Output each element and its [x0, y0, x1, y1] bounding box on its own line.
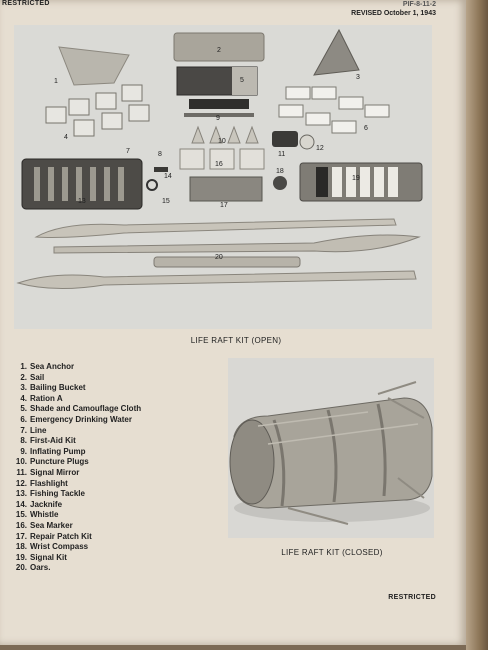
- legend-item: 19. Signal Kit: [15, 552, 67, 562]
- photo-label-1: 1: [54, 78, 58, 85]
- legend-item: 3. Bailing Bucket: [20, 383, 86, 393]
- header-classification: RESTRICTED: [2, 0, 50, 7]
- footer-classification: RESTRICTED: [388, 594, 436, 601]
- photo-open-illustration: [14, 25, 432, 329]
- photo-label-19: 19: [352, 175, 360, 182]
- photo-label-10: 10: [218, 138, 226, 145]
- photo-label-16: 16: [215, 161, 223, 168]
- photo-closed-illustration: [228, 358, 434, 538]
- legend-item: 8. First-Aid Kit: [20, 436, 76, 446]
- photo-label-13: 13: [78, 198, 86, 205]
- photo-label-4: 4: [64, 134, 68, 141]
- legend-item: 10. Puncture Plugs: [15, 457, 89, 467]
- legend-item: 2. Sail: [20, 372, 45, 382]
- photo-label-18: 18: [276, 168, 284, 175]
- legend-item: 20. Oars.: [15, 563, 51, 573]
- legend-item: 9. Inflating Pump: [20, 446, 86, 456]
- photo-label-6: 6: [364, 125, 368, 132]
- caption-open-kit: LIFE RAFT KIT (OPEN): [190, 336, 282, 345]
- book-spine-edge: [466, 0, 488, 650]
- legend-item: 11. Signal Mirror: [16, 467, 80, 477]
- photo-label-3: 3: [356, 74, 360, 81]
- legend-item: 12. Flashlight: [15, 478, 68, 488]
- legend-item: 13. Fishing Tackle: [15, 489, 85, 499]
- revised-date: REVISED October 1, 1943: [351, 10, 436, 17]
- photo-label-5: 5: [240, 77, 244, 84]
- legend-item: 1. Sea Anchor: [20, 362, 75, 371]
- photo-label-12: 12: [316, 145, 324, 152]
- photo-label-9: 9: [216, 115, 220, 122]
- parts-legend: [15, 362, 141, 574]
- legend-item: 5. Shade and Camouflage Cloth: [20, 404, 142, 414]
- photo-life-raft-kit-closed: [228, 358, 434, 538]
- header-revision: [351, 0, 436, 18]
- legend-item: 4. Ration A: [20, 393, 63, 403]
- photo-label-15: 15: [162, 198, 170, 205]
- photo-label-11: 11: [278, 151, 286, 158]
- legend-item: 7. Line: [20, 425, 47, 435]
- legend-item: 14. Jacknife: [15, 499, 63, 509]
- document-code: PIF-8-11-2: [402, 1, 436, 8]
- legend-item: 15. Whistle: [15, 510, 59, 520]
- photo-label-17: 17: [220, 202, 228, 209]
- photo-label-2: 2: [217, 47, 221, 54]
- legend-item: 17. Repair Patch Kit: [15, 531, 92, 541]
- caption-closed-kit: LIFE RAFT KIT (CLOSED): [281, 548, 383, 557]
- legend-item: 6. Emergency Drinking Water: [20, 414, 132, 424]
- photo-label-14: 14: [164, 173, 172, 180]
- photo-label-20: 20: [215, 254, 223, 261]
- legend-item: 18. Wrist Compass: [15, 542, 89, 552]
- photo-label-8: 8: [158, 151, 162, 158]
- legend-item: 16. Sea Marker: [15, 520, 73, 530]
- photo-life-raft-kit-open: [14, 25, 432, 329]
- photo-label-7: 7: [126, 148, 130, 155]
